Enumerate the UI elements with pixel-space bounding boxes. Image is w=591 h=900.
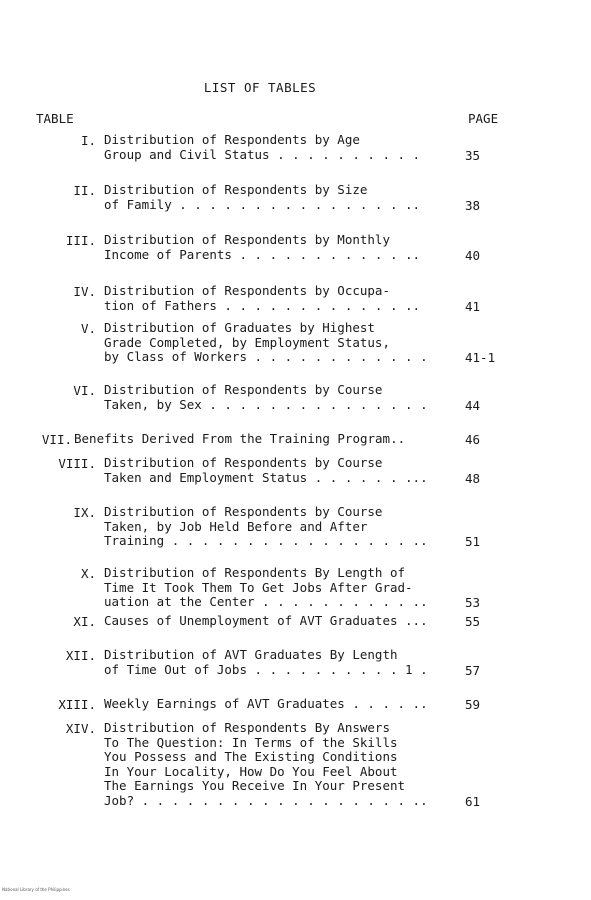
table-title-line: Time It Took Them To Get Jobs After Grad- — [104, 579, 413, 595]
table-title-line: Distribution of Respondents by Course — [104, 455, 383, 470]
table-title-line: Weekly Earnings of AVT Graduates . . . . .. — [104, 696, 428, 711]
table-title-line: Taken, by Job Held Before and After — [104, 518, 368, 534]
page-number: 41 — [465, 298, 481, 314]
table-title-line: Distribution of Respondents By Answers — [104, 720, 390, 735]
table-number: XIII. — [58, 697, 96, 712]
page-number: 53 — [465, 595, 481, 610]
table-title-line: Taken, by Sex . . . . . . . . . . . . . . . — [104, 396, 428, 412]
table-title-line: Grade Completed, by Employment Status, — [104, 334, 390, 350]
table-number: X. — [80, 566, 96, 581]
table-title-line: of Family . . . . . . . . . . . . . . . .. — [104, 196, 421, 212]
table-title — [104, 648, 428, 677]
table-title — [104, 614, 428, 629]
table-number: V. — [80, 321, 96, 336]
table-column-header: TABLE — [36, 111, 74, 126]
table-title-line: Income of Parents . . . . . . . . . . . .. — [104, 246, 421, 262]
table-number: XIV. — [65, 721, 96, 736]
table-number: VII. — [41, 432, 72, 447]
table-title — [74, 432, 405, 447]
table-title-line: To The Question: In Terms of the Skills — [104, 734, 398, 750]
table-title-line: Distribution of Respondents by Occupa- — [104, 283, 390, 298]
table-title — [104, 321, 428, 365]
page-column-header: PAGE — [468, 111, 499, 126]
table-number: I. — [80, 133, 96, 148]
table-title-line: Causes of Unemployment of AVT Graduates ... — [104, 613, 428, 628]
page-number: 59 — [465, 697, 481, 712]
table-number: VIII. — [58, 456, 96, 471]
table-title-line: The Earnings You Receive In Your Present — [104, 778, 406, 793]
page-number: 38 — [465, 197, 481, 213]
table-title-line: Distribution of Respondents by Course — [104, 504, 383, 519]
table-number: IV. — [73, 284, 96, 299]
page-title: LIST OF TABLES — [203, 80, 317, 95]
footer-stamp: National Library of the Philippines — [2, 887, 70, 892]
table-title-line: by Class of Workers . . . . . . . . . . . . — [104, 349, 428, 364]
table-title-line: Distribution of Respondents by Size — [104, 182, 368, 197]
page-number: 41-1 — [465, 350, 496, 365]
table-title-line: Taken and Employment Status . . . . . . ... — [104, 469, 428, 485]
table-title-line: Distribution of AVT Graduates By Length — [104, 647, 398, 662]
page-number: 35 — [465, 147, 481, 163]
page-number: 51 — [465, 534, 481, 549]
table-number: IX. — [73, 505, 96, 520]
table-title-line: You Possess and The Existing Conditions — [104, 749, 398, 764]
page-number: 40 — [465, 247, 481, 263]
table-title-line: Benefits Derived From the Training Program.. — [74, 431, 406, 446]
page-number: 61 — [465, 793, 481, 809]
table-title — [104, 505, 428, 549]
table-title — [104, 697, 428, 712]
table-title-line: Distribution of Respondents by Course — [104, 382, 383, 397]
table-title-line: Distribution of Respondents by Age — [104, 132, 360, 147]
table-title-line: Distribution of Graduates by Highest — [104, 320, 375, 335]
page-number: 46 — [465, 432, 481, 447]
table-title-line: uation at the Center . . . . . . . . . . .. — [104, 594, 428, 609]
page-number: 48 — [465, 470, 481, 486]
table-number: XI. — [73, 614, 96, 629]
table-title-line: of Time Out of Jobs . . . . . . . . . . 1 . — [104, 661, 428, 677]
table-title-line: Distribution of Respondents By Length of — [104, 565, 406, 580]
table-title-line: tion of Fathers . . . . . . . . . . . . .. — [104, 297, 421, 313]
table-title-line: Training . . . . . . . . . . . . . . . . .. — [104, 533, 428, 548]
table-title — [104, 133, 420, 162]
table-number: XII. — [65, 648, 96, 663]
table-title-line: Group and Civil Status . . . . . . . . . . — [104, 146, 421, 162]
table-title-line: Distribution of Respondents by Monthly — [104, 232, 390, 247]
page-number: 55 — [465, 614, 481, 629]
page-number: 57 — [465, 662, 481, 678]
table-title — [104, 183, 420, 212]
table-title — [104, 566, 428, 610]
table-title-line: In Your Locality, How Do You Feel About — [104, 763, 398, 779]
table-number: II. — [73, 183, 96, 198]
page-number: 44 — [465, 397, 481, 413]
table-number: III. — [65, 233, 96, 248]
table-title — [104, 284, 420, 313]
table-title — [104, 233, 420, 262]
table-title — [104, 383, 428, 412]
table-title — [104, 721, 428, 808]
table-number: VI. — [73, 383, 96, 398]
table-title-line: Job? . . . . . . . . . . . . . . . . . . .. — [104, 792, 428, 808]
table-title — [104, 456, 428, 485]
